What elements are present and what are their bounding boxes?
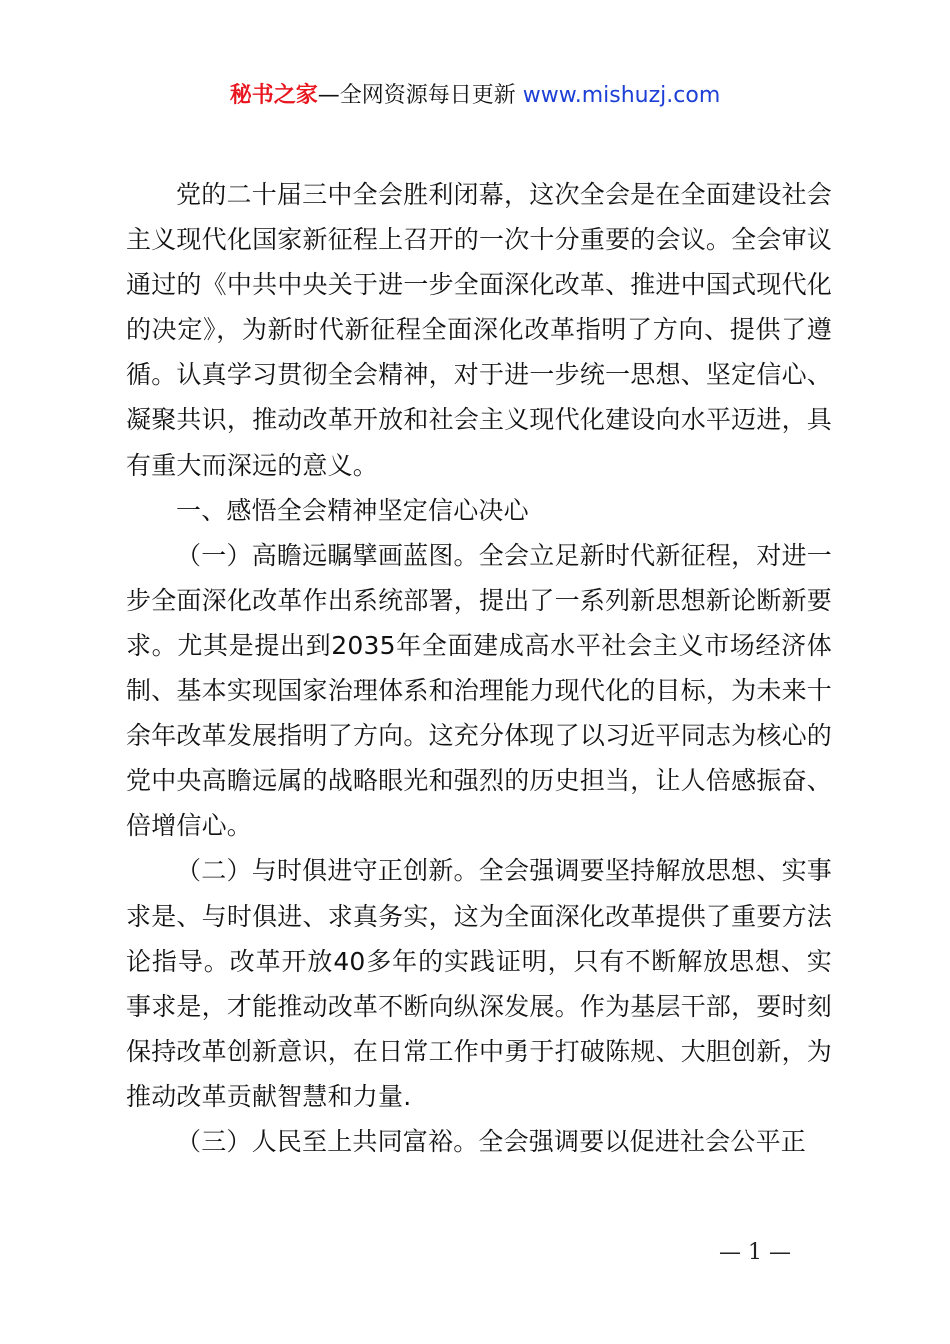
body-paragraph: （一）高瞻远瞩擘画蓝图。全会立足新时代新征程，对进一步全面深化改革作出系统部署，提出了一系列新思想新论断新要求。尤其是提出到2035年全面建成高水平社会主义市场经济体制、基本实现国家治理体系和治理能力现代化的目标，为未来十余年改革发展指明了方向。这充分体现了以习近平同志为核心的党中央高瞻远属的战略眼光和强烈的历史担当，让人倍感振奋、倍增信心。 <box>126 540 832 841</box>
body-paragraph: （二）与时俱进守正创新。全会强调要坚持解放思想、实事求是、与时俱进、求真务实，这为全面深化改革提供了重要方法论指导。改革开放40多年的实践证明，只有不断解放思想、实事求是，才能推动改革不断向纵深发展。作为基层干部，要时刻保持改革创新意识，在日常工作中勇于打破陈规、大胆创新，为推动改革贡献智慧和力量. <box>126 856 832 1111</box>
body-paragraph: （三）人民至上共同富裕。全会强调要以促进社会公平正 <box>176 1126 807 1156</box>
site-slogan: —全网资源每日更新 <box>317 83 523 108</box>
intro-paragraph: 党的二十届三中全会胜利闭幕，这次全会是在全面建设社会主义现代化国家新征程上召开的一次十分重要的会议。全会审议通过的《中共中央关于进一步全面深化改革、推进中国式现代化的决定》，为新时代新征程全面深化改革指明了方向、提供了遵循。认真学习贯彻全会精神，对于进一步统一思想、坚定信心、凝聚共识，推动改革开放和社会主义现代化建设向水平迈进，具有重大而深远的意义。 <box>126 180 832 480</box>
site-header <box>0 80 950 112</box>
site-url-link[interactable]: www.mishuzj.com <box>522 83 721 108</box>
document-body <box>126 172 832 1164</box>
page-number: — 1 — <box>719 1240 791 1265</box>
site-brand: 秘书之家 <box>229 83 318 108</box>
section-heading: 一、感悟全会精神坚定信心决心 <box>176 495 529 525</box>
